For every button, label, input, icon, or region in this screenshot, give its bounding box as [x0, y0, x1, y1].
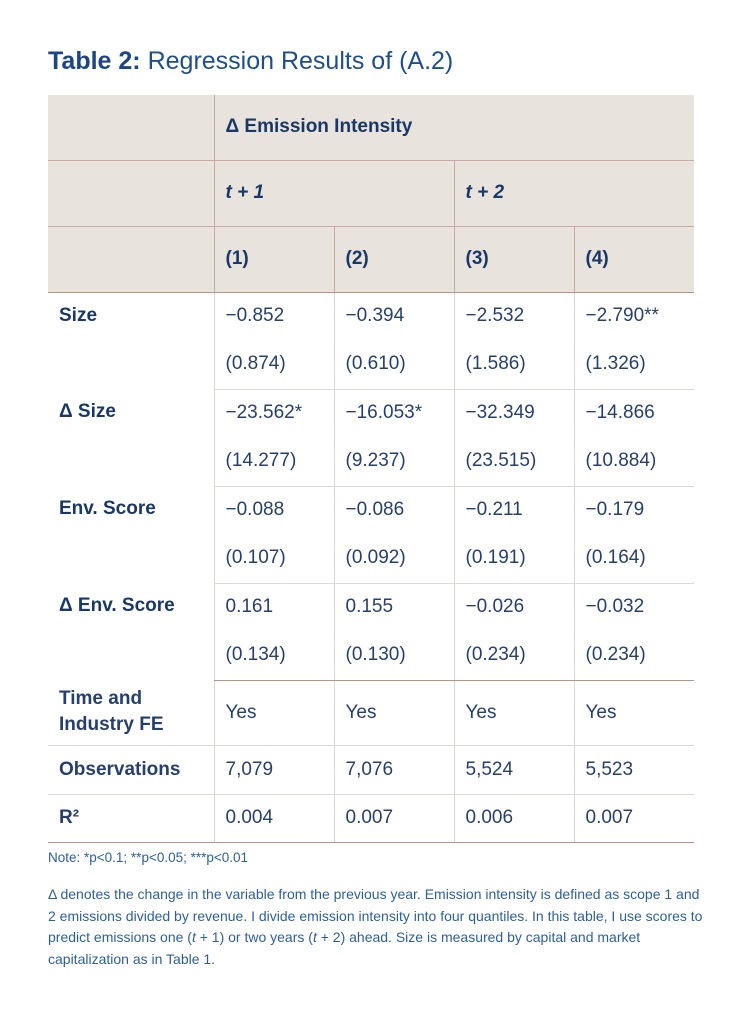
observations-row — [48, 745, 694, 794]
coef-cell: −23.562* — [214, 389, 334, 437]
fe-cell: Yes — [214, 680, 334, 745]
coef-cell: 0.155 — [334, 583, 454, 631]
table-footnote — [48, 884, 708, 970]
header-corner — [48, 226, 214, 292]
se-cell: (0.130) — [334, 631, 454, 680]
se-cell: (0.234) — [454, 631, 574, 680]
coef-cell: −0.211 — [454, 486, 574, 534]
column-header: (1) — [214, 226, 334, 292]
coef-cell: −32.349 — [454, 389, 574, 437]
footnote-text: Δ denotes the change in the variable from the previous year. Emission intensity is defined as scope 1 and 2 emissions divided by revenue. I divide emission intensity into four quantiles. In this table, I use scores to predict emissions one ( — [48, 886, 703, 945]
coef-cell: −0.086 — [334, 486, 454, 534]
footnote-italic-t: t — [312, 929, 317, 945]
table-row — [48, 389, 694, 437]
obs-cell: 5,523 — [574, 745, 694, 794]
coef-cell: −16.053* — [334, 389, 454, 437]
r2-cell: 0.004 — [214, 794, 334, 842]
footnote-italic-t: t — [191, 929, 196, 945]
coef-cell: −2.790** — [574, 292, 694, 340]
se-cell: (1.586) — [454, 340, 574, 389]
row-label: Size — [59, 304, 98, 326]
header-corner — [48, 160, 214, 226]
r2-cell: 0.006 — [454, 794, 574, 842]
table-row — [48, 292, 694, 340]
row-label: Observations — [48, 745, 214, 794]
table-title — [48, 44, 453, 78]
row-label: Δ Size — [59, 401, 116, 422]
horizon-t2-header: t + 2 — [454, 160, 694, 226]
obs-cell: 5,524 — [454, 745, 574, 794]
table-caption: Regression Results of (A.2) — [147, 47, 454, 75]
fe-label-line2: Industry FE — [59, 714, 164, 736]
header-corner — [48, 95, 214, 160]
header-row-dependent — [48, 95, 694, 160]
obs-cell: 7,079 — [214, 745, 334, 794]
table-number: Table 2: — [48, 47, 141, 75]
column-header: (3) — [454, 226, 574, 292]
significance-note: Note: *p<0.1; **p<0.05; ***p<0.01 — [48, 850, 249, 865]
coef-cell: −0.394 — [334, 292, 454, 340]
regression-table — [48, 95, 694, 843]
se-cell: (10.884) — [574, 437, 694, 486]
r2-cell: 0.007 — [574, 794, 694, 842]
se-cell: (0.234) — [574, 631, 694, 680]
fe-cell: Yes — [334, 680, 454, 745]
column-header: (2) — [334, 226, 454, 292]
se-cell: (0.092) — [334, 534, 454, 583]
coef-cell: −14.866 — [574, 389, 694, 437]
row-label: R² — [48, 794, 214, 842]
horizon-t1-header: t + 1 — [214, 160, 454, 226]
se-cell: (1.326) — [574, 340, 694, 389]
coef-cell: 0.161 — [214, 583, 334, 631]
se-cell: (14.277) — [214, 437, 334, 486]
se-cell: (0.107) — [214, 534, 334, 583]
row-label: Δ Env. Score — [59, 595, 175, 616]
coef-cell: −0.032 — [574, 583, 694, 631]
row-label: Env. Score — [59, 498, 156, 519]
se-cell: (0.164) — [574, 534, 694, 583]
header-row-horizon — [48, 160, 694, 226]
coef-cell: −0.852 — [214, 292, 334, 340]
se-cell: (0.191) — [454, 534, 574, 583]
se-cell: (0.134) — [214, 631, 334, 680]
footnote-text: + 2) ahead. Size is measured by capital and market capitalization as in Table 1. — [48, 929, 641, 967]
fe-cell: Yes — [454, 680, 574, 745]
fixed-effects-row — [48, 680, 694, 745]
coef-cell: −0.026 — [454, 583, 574, 631]
se-cell: (9.237) — [334, 437, 454, 486]
dependent-variable-header: Δ Emission Intensity — [214, 95, 694, 160]
footnote-text: + 1) or two years ( — [195, 929, 313, 945]
coef-cell: −2.532 — [454, 292, 574, 340]
table-row — [48, 486, 694, 534]
r2-cell: 0.007 — [334, 794, 454, 842]
header-row-columns — [48, 226, 694, 292]
se-cell: (0.874) — [214, 340, 334, 389]
se-cell: (0.610) — [334, 340, 454, 389]
row-label — [48, 680, 214, 745]
r-squared-row — [48, 794, 694, 842]
table-row — [48, 583, 694, 631]
coef-cell: −0.088 — [214, 486, 334, 534]
fe-label-line1: Time and — [59, 688, 143, 710]
obs-cell: 7,076 — [334, 745, 454, 794]
column-header: (4) — [574, 226, 694, 292]
fe-cell: Yes — [574, 680, 694, 745]
se-cell: (23.515) — [454, 437, 574, 486]
coef-cell: −0.179 — [574, 486, 694, 534]
